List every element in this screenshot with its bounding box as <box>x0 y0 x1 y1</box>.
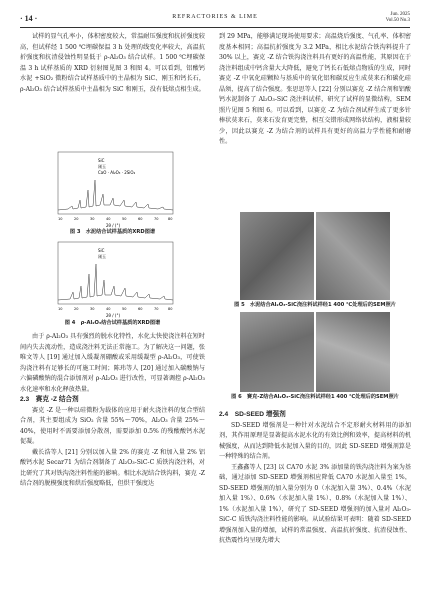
page-header <box>20 10 410 28</box>
issue-volume: Vol.50 No.3 <box>385 18 410 23</box>
page-number: · 14 · <box>20 14 38 23</box>
legend-item: CaO · Al₂O₃ · 2SiO₂ <box>98 170 136 175</box>
tick-label: 20 <box>74 217 79 221</box>
paragraph: SD-SEED 增强剂是一种针对水泥结合不定形耐火材料用的添加剂，其作用原理是显著提高水泥水化的有效比例和效率，提高材料的机械强度，从而达到降低水泥加入量的目的，因此 SD-SEED 增强剂算是一种特殊的结合剂。 <box>219 421 411 460</box>
tick-label: 10 <box>58 307 63 311</box>
figure-4 <box>48 240 178 318</box>
right-column-bottom <box>219 410 411 547</box>
legend-item: SiC <box>98 158 105 163</box>
paragraph: 王鑫鑫等人 [23] 以 CA70 水泥 3% 添加量的铁沟浇注料为案为基础，通过添加 SD-SEED 增强剂相应降低 CA70 水泥加入量至 1%，SD-SEED 增强剂的加入量分别为 0（水泥加入量 3%）、0.4%（水泥加入量 1%）、0.6%（水泥加入量 1%）、0.8%（水泥加入量 1%）、1%（水泥加入量 1%），研究了 SD-SEED 增强剂的加入量对 Al₂O₃-SiC-C 质铁沟浇注料性能的影响。从试验结果可表明：随着 SD-SEED 增强剂加入量的增加，试样的常温强度、高温抗折强度、抗渣侵蚀性、抗热震性均呈现先增大 <box>219 463 411 544</box>
x-axis-label: 2θ / (°) <box>106 313 121 318</box>
tick-label: 40 <box>106 217 111 221</box>
figure-3 <box>48 150 178 228</box>
tick-label: 80 <box>168 217 173 221</box>
figure-3-caption: 图 3 水泥结合试样基质的XRD图谱 <box>69 229 156 235</box>
figure-4-caption: 图 4 ρ-Al₂O₃结合试样基质的XRD图谱 <box>64 320 161 326</box>
x-axis-label: 2θ / (°) <box>106 223 121 228</box>
figure-5 <box>240 212 390 300</box>
tick-label: 60 <box>138 307 143 311</box>
tick-label: 70 <box>154 217 159 221</box>
left-column-bottom <box>20 332 205 490</box>
section-heading: 2.4 SD-SEED 增强剂 <box>219 411 286 418</box>
sem-image <box>240 312 314 392</box>
figure-5-caption: 图 5 水泥结合Al₂O₃-SiC浇注料试样经1 400 ℃处理后的SEM照片 <box>234 302 396 308</box>
section-heading: 2.3 赛克 -Z 结合剂 <box>20 396 79 403</box>
xrd-chart-4 <box>48 240 178 318</box>
left-column-top <box>20 32 205 95</box>
tick-label: 20 <box>74 307 79 311</box>
sem-image <box>316 212 390 300</box>
right-column-top <box>219 32 411 148</box>
tick-label: 40 <box>106 307 111 311</box>
figure-6 <box>240 312 390 392</box>
tick-label: 50 <box>122 217 127 221</box>
tick-label: 80 <box>168 307 173 311</box>
issue-info <box>386 12 410 24</box>
tick-label: 50 <box>122 307 127 311</box>
tick-label: 30 <box>90 307 95 311</box>
paragraph: 到 29 MPa，能够满足现场使用要求；高温烧后强度、气孔率、体积密度基本相同；高温抗折强度为 3.2 MPa，相比水泥结合铁沟料提升了 30% 以上，赛克 -Z 结合铁沟浇注料具有更好的高温性能，其原因在于浇注料组成中钙含量大大降低，避免了钙长石低熔点物质的生成，同时赛克 -Z 中氧化硅颗粒与基质中的氧化铝和碳反应生成莫来石和碳化硅晶须，提高了结合强度。张思思等人 [22] 分别以赛克 -Z 结合剂和铝酸钙水泥制备了 Al₂O₃-SiC 浇注料试样，研究了试样的显微结构，SEM 照片见图 5 和图 6。可以看到，以赛克 -Z 为结合剂试样生成了更多针棒状莫来石，莫来石发育更完整，相互交错形成网络状结构，液相量较少，因此以赛克 -Z 为结合剂的试样具有更好的高温力学性能和耐磨性。 <box>219 33 411 145</box>
header-rule <box>20 27 410 28</box>
xrd-chart-3 <box>48 150 178 228</box>
legend-item: SiC <box>98 248 105 253</box>
figure-6-caption: 图 6 赛克-Z结合Al₂O₃-SiC浇注料试样经1 400 ℃处理后的SEM照片 <box>231 394 399 400</box>
paragraph: 赛克 -Z 是一种以硅微粉为载体的应用于耐火浇注料的复合型结合剂，其主要组成为 SiO₂ 含量 55%～70%，Al₂O₃ 含量 25%～40%，使用时不需要添加分散剂，需要添加 0.5% 的残酸酸钙水泥促凝。 <box>20 406 205 445</box>
sem-image <box>240 212 314 300</box>
paragraph: 由于 ρ-Al₂O₃ 具有强烈的脱水化特性，水化太快使浇注料在短时间内失去流动性，造成浇注料无法正常施工。为了解决这一问题，张唯文等人 [19] 通过加入缓凝剂硼酸或采用缓凝型 ρ-Al₂O₃，可使铁沟浇注料有足够长的可施工时间；陈玮等人 [20] 通过加入碳酸钠与六偏磷酸钠的混合添加剂对 ρ-Al₂O₃ 进行改性，可显著调控 ρ-Al₂O₃ 水化速率和水化释放热量。 <box>20 333 205 393</box>
journal-name: REFRACTORIES & LIME <box>172 14 258 20</box>
tick-label: 30 <box>90 217 95 221</box>
tick-label: 70 <box>154 307 159 311</box>
tick-label: 60 <box>138 217 143 221</box>
legend-item: 刚玉 <box>98 164 106 169</box>
legend-item: 刚玉 <box>98 254 106 259</box>
sem-image <box>316 312 390 392</box>
issue-date: Jun. 2025 <box>390 12 410 17</box>
paragraph: 试样的显气孔率小，体积密度较大，常温耐压强度和抗折强度较高，但试样经 1 500 ℃埋碳保温 3 h 处理的线变化率较大，高温抗折强度和抗渣侵蚀性明显低于 ρ-Al₂O₃ 结合试样。1 500 ℃埋碳保温 3 h 试样基质的 XRD 衍射图见图 3 和图 4。可以看到，铝酸钙水泥 +SiO₂ 微粉结合试样基质中的主晶相为 SiC、刚玉和钙长石，ρ-Al₂O₃ 结合试样基质中主晶相为 SiC 和刚玉，没有低熔点相生成。 <box>20 33 205 93</box>
paragraph: 戴长浩等人 [21] 分别以加入量 2% 的赛克 -Z 和加入量 2% 铝酸钙水泥 Secar71 为结合剂制备了 Al₂O₃-SiC-C 质铁沟浇注料，对比研究了其对铁沟浇注料性能的影响。相比水泥结合铁沟料，赛克 -Z 结合剂的脱模强度和烘后强度略低，但烘干强度达 <box>20 448 205 487</box>
tick-label: 10 <box>58 217 63 221</box>
